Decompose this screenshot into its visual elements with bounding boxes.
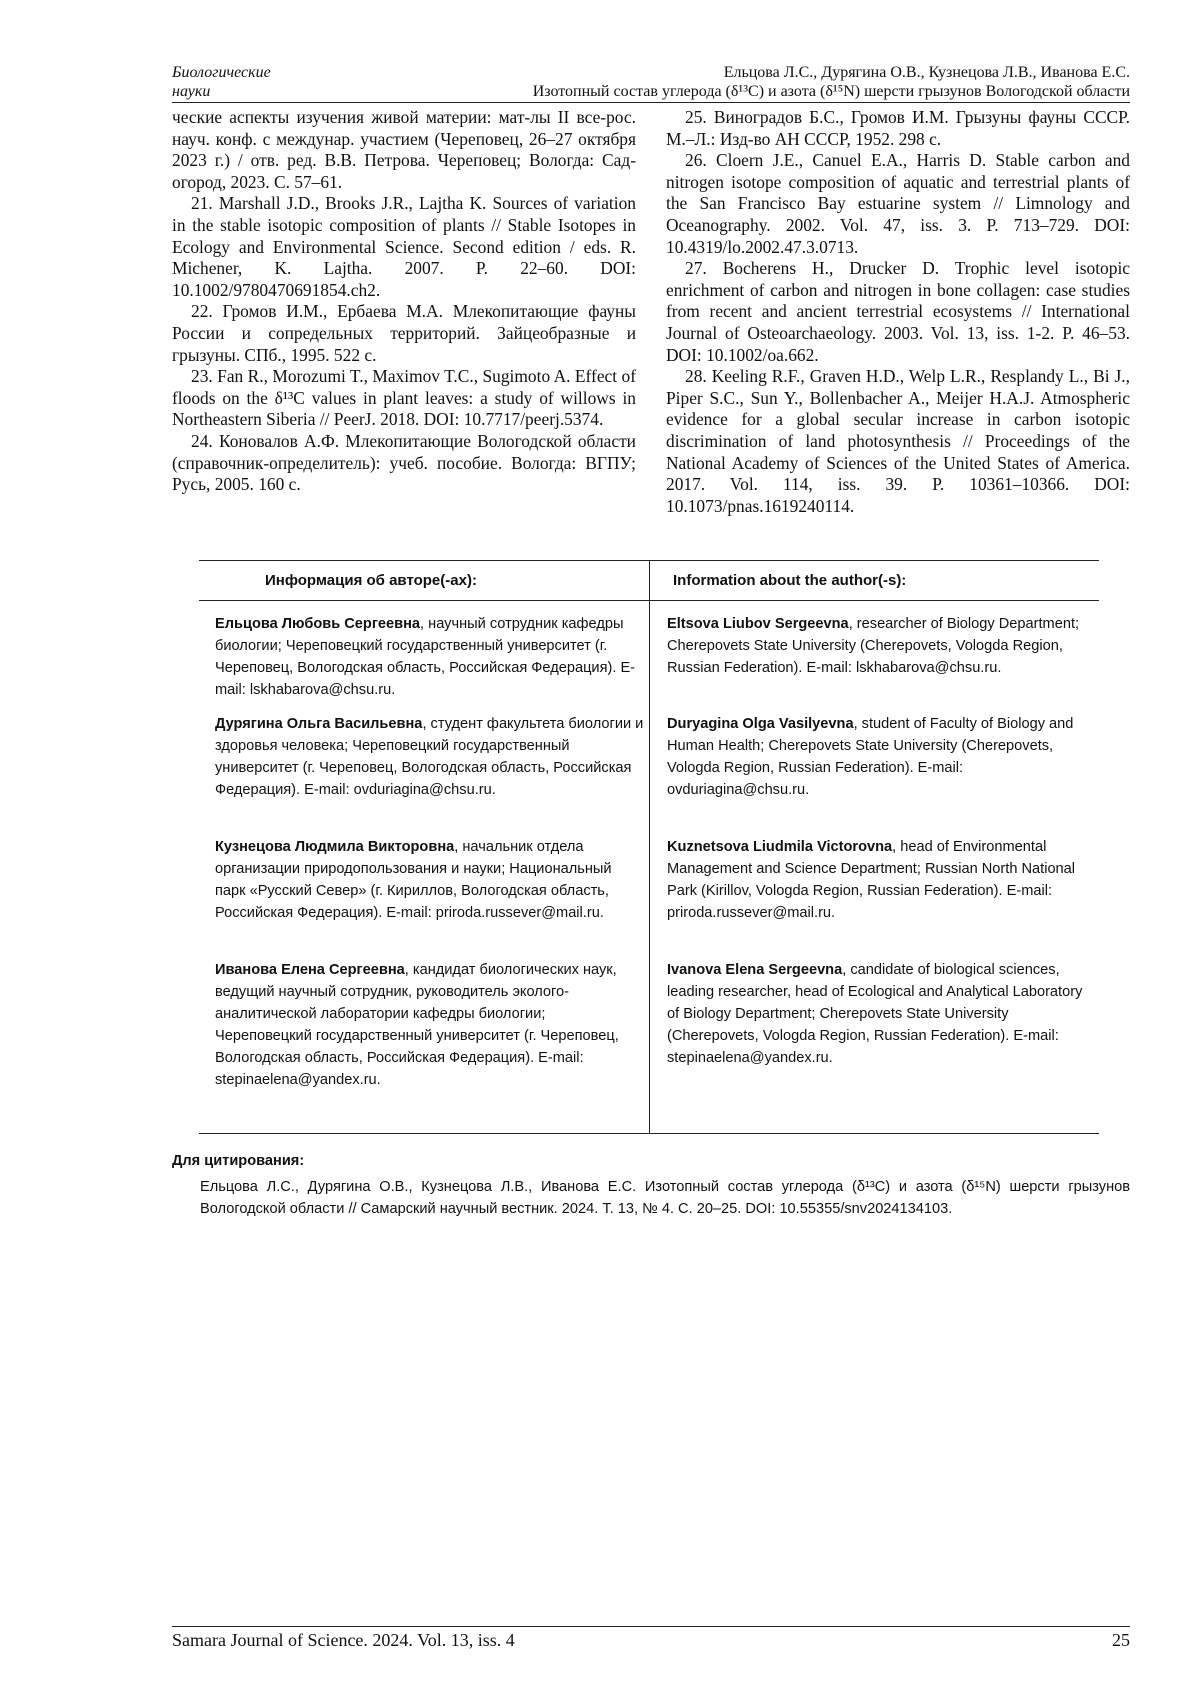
author-en bbox=[667, 713, 1087, 801]
footer-journal: Samara Journal of Science. 2024. Vol. 13, iss. 4 bbox=[172, 1630, 515, 1651]
reference-item: 22. Громов И.М., Ербаева М.А. Млекопитающие фауны России и сопредельных территорий. Зайцеобразные и грызуны. СПб., 1995. 522 с. bbox=[172, 301, 636, 366]
reference-item: 28. Keeling R.F., Graven H.D., Welp L.R., Resplandy L., Bi J., Piper S.C., Sun Y., Bollenbacher A., Meijer H.A.J. Atmospheric evidence for a global secular increase in carbon isotopic discrimination of land photosynthesis // Proceedings of the National Academy of Sciences of the United States of America. 2017. Vol. 114, iss. 39. P. 10361–10366. DOI: 10.1073/pnas.1619240114. bbox=[666, 366, 1130, 517]
page-number: 25 bbox=[1112, 1630, 1130, 1651]
reference-item: 27. Bocherens H., Drucker D. Trophic level isotopic enrichment of carbon and nitrogen in bone collagen: case studies from recent and ancient terrestrial ecosystems // International Journal of Osteoarchaeology. 2003. Vol. 13, iss. 1-2. P. 46–53. DOI: 10.1002/oa.662. bbox=[666, 258, 1130, 366]
author-name: Кузнецова Людмила Викторовна bbox=[215, 839, 454, 855]
reference-item: ческие аспекты изучения живой материи: мат-лы II все-рос. науч. конф. с междунар. участием (Череповец, 26–27 октября 2023 г.) / отв. ред. В.В. Петрова. Череповец; Вологда: Сад-огород, 2023. С. 57–61. bbox=[172, 107, 636, 193]
author-details: , head of Environmental Management and Science Department; Russian North National Park (Kirillov, Vologda Region, Russian Federation). E-mail: priroda.russever@mail.ru. bbox=[667, 839, 1075, 921]
author-name: Ivanova Elena Sergeevna bbox=[667, 962, 842, 978]
author-en bbox=[667, 836, 1087, 924]
author-name: Duryagina Olga Vasilyevna bbox=[667, 716, 854, 732]
header-en: Information about the author(-s): bbox=[673, 570, 906, 592]
header-authors: Ельцова Л.С., Дурягина О.В., Кузнецова Л.В., Иванова Е.С. bbox=[533, 63, 1130, 82]
author-details: , student of Faculty of Biology and Human Health; Cherepovets State University (Cherepovets, Vologda Region, Russian Federation). E-mail: ovduriagina@chsu.ru. bbox=[667, 716, 1073, 798]
header-authors-title bbox=[533, 63, 1130, 101]
author-name: Иванова Елена Сергеевна bbox=[215, 962, 405, 978]
authors-info-table bbox=[199, 560, 1099, 1134]
author-details: , студент факультета биологии и здоровья человека; Череповецкий государственный университет (г. Череповец, Вологодская область, Российская Федерация). E-mail: ovduriagina@chsu.ru. bbox=[215, 716, 643, 798]
author-name: Ельцова Любовь Сергеевна bbox=[215, 616, 420, 632]
running-header bbox=[172, 63, 1130, 103]
reference-item: 26. Cloern J.E., Canuel E.A., Harris D. Stable carbon and nitrogen isotope composition of aquatic and terrestrial plants of the San Francisco Bay estuarine system // Limnology and Oceanography. 2002. Vol. 47, iss. 3. P. 713–729. DOI: 10.4319/lo.2002.47.3.0713. bbox=[666, 150, 1130, 258]
footer-rule bbox=[172, 1626, 1130, 1627]
author-ru bbox=[215, 959, 645, 1091]
table-header-row bbox=[199, 561, 1099, 601]
author-name: Eltsova Liubov Sergeevna bbox=[667, 616, 849, 632]
author-details: , кандидат биологических наук, ведущий научный сотрудник, руководитель эколого-аналитической лаборатории кафедры биологии; Череповецкий государственный университет (г. Череповец, Вологодская область, Российская Федерация). E-mail: stepinaelena@yandex.ru. bbox=[215, 962, 619, 1088]
author-name: Дурягина Ольга Васильевна bbox=[215, 716, 422, 732]
author-en bbox=[667, 613, 1087, 679]
header-article-title: Изотопный состав углерода (δ¹³С) и азота (δ¹⁵N) шерсти грызунов Вологодской области bbox=[533, 82, 1130, 101]
author-details: , researcher of Biology Department; Cherepovets State University (Cherepovets, Vologda Region, Russian Federation). E-mail: lskhabarova@chsu.ru. bbox=[667, 616, 1079, 676]
reference-item: 24. Коновалов А.Ф. Млекопитающие Вологодской области (справочник-определитель): учеб. пособие. Вологда: ВГПУ; Русь, 2005. 160 с. bbox=[172, 431, 636, 496]
author-ru bbox=[215, 836, 645, 924]
references-left-column bbox=[172, 107, 636, 496]
reference-item: 23. Fan R., Morozumi T., Maximov T.C., Sugimoto A. Effect of floods on the δ¹³C values in plant leaves: a study of willows in Northeastern Siberia // PeerJ. 2018. DOI: 10.7717/peerj.5374. bbox=[172, 366, 636, 431]
table-divider bbox=[649, 561, 650, 1133]
author-details: , candidate of biological sciences, leading researcher, head of Ecological and Analytical Laboratory of Biology Department; Cherepovets State University (Cherepovets, Vologda Region, Russian Federation). E-mail: stepinaelena@yandex.ru. bbox=[667, 962, 1082, 1066]
author-name: Kuznetsova Liudmila Victorovna bbox=[667, 839, 892, 855]
header-ru: Информация об авторе(-ах): bbox=[265, 570, 477, 592]
citation-label: Для цитирования: bbox=[172, 1153, 304, 1169]
section-label: Биологические науки bbox=[172, 63, 292, 101]
citation-text: Ельцова Л.С., Дурягина О.В., Кузнецова Л.В., Иванова Е.С. Изотопный состав углерода (δ¹³C) и азота (δ¹⁵N) шерсти грызунов Вологодской области // Самарский научный вестник. 2024. Т. 13, № 4. С. 20–25. DOI: 10.55355/snv2024134103. bbox=[200, 1176, 1130, 1220]
author-details: , научный сотрудник кафедры биологии; Череповецкий государственный университет (г. Череповец, Вологодская область, Российская Федерация). E-mail: lskhabarova@chsu.ru. bbox=[215, 616, 635, 698]
reference-item: 25. Виноградов Б.С., Громов И.М. Грызуны фауны СССР. М.–Л.: Изд-во АН СССР, 1952. 298 с. bbox=[666, 107, 1130, 150]
author-details: , начальник отдела организации природопользования и науки; Национальный парк «Русский Север» (г. Кириллов, Вологодская область, Российская Федерация). E-mail: priroda.russever@mail.ru. bbox=[215, 839, 612, 921]
author-en bbox=[667, 959, 1087, 1069]
header-rule bbox=[172, 102, 1130, 103]
reference-item: 21. Marshall J.D., Brooks J.R., Lajtha K. Sources of variation in the stable isotopic composition of plants // Stable Isotopes in Ecology and Environmental Science. Second edition / eds. R. Michener, K. Lajtha. 2007. P. 22–60. DOI: 10.1002/9780470691854.ch2. bbox=[172, 193, 636, 301]
references-right-column bbox=[666, 107, 1130, 517]
author-ru bbox=[215, 713, 645, 801]
author-ru bbox=[215, 613, 645, 701]
